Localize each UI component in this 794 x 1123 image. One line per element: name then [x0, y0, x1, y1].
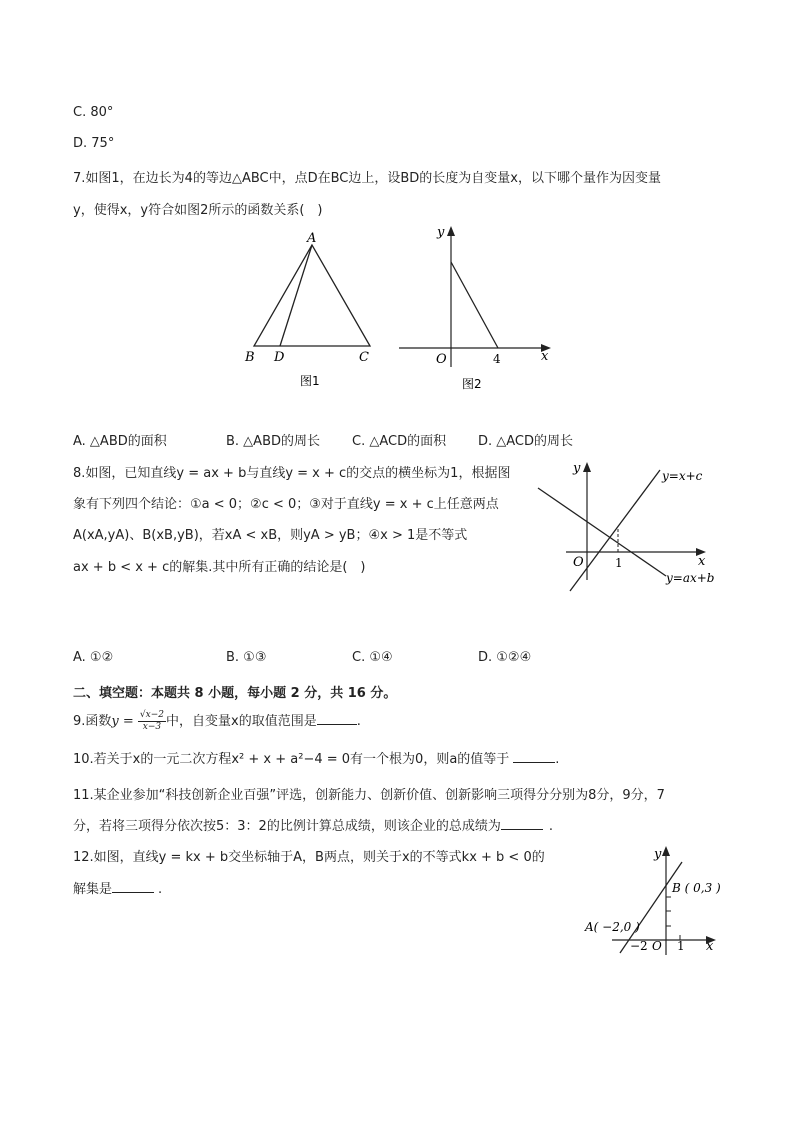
fig2-caption: 图2: [462, 377, 482, 391]
q7-figure1: [238, 228, 388, 393]
q11-stem-line2: [73, 815, 553, 834]
q8-stem-line4: ax + b < x + c的解集.其中所有正确的结论是( ): [73, 560, 366, 575]
q8-stem-line2: 象有下列四个结论：①a < 0；②c < 0；③对于直线y = x + c上任意两点: [73, 497, 499, 512]
q10-text: 10.若关于x的一元二次方程x² + x + a²−4 = 0有一个根为0，则a的值等于: [73, 752, 510, 767]
q7-stem-line1: 7.如图1，在边长为4的等边△ABC中，点D在BC边上，设BD的长度为自变量x，以下哪个量作为因变量: [73, 171, 662, 186]
label-one: 1: [677, 939, 685, 953]
label-origin: O: [436, 352, 447, 367]
q12-graph: [582, 840, 722, 960]
line-ax-plus-b: [538, 488, 666, 576]
q11-answer-blank[interactable]: [501, 817, 543, 830]
label-point-b: B ( 0,3 ): [672, 881, 721, 895]
label-y: y: [437, 225, 445, 240]
q8-option-b: B. ①③: [226, 650, 267, 665]
segment-ad: [280, 245, 312, 346]
label-a: A: [307, 231, 317, 246]
label-y-eq-ax-plus-b: y=ax+b: [666, 571, 715, 585]
q9-suffix: 中，自变量x的取值范围是: [166, 714, 317, 729]
q8-option-a: A. ①②: [73, 650, 114, 665]
q9-denominator: x−3: [142, 722, 162, 732]
q8-stem-line3: A(xA,yA)、B(xB,yB)，若xA < xB，则yA > yB；④x > 1是不等式: [73, 528, 468, 543]
q7-option-b: B. △ABD的周长: [226, 434, 321, 449]
q12-line2-text: 解集是: [73, 882, 113, 897]
label-d: D: [274, 350, 285, 365]
label-origin: O: [652, 939, 662, 953]
label-origin: O: [573, 555, 584, 570]
label-y: y: [654, 847, 662, 862]
q9-prefix: 9.函数: [73, 714, 112, 729]
label-point-a: A( −2,0 ): [585, 920, 640, 934]
q12-end: .: [158, 882, 163, 897]
q12-stem-line2: [73, 878, 162, 897]
q9-answer-blank[interactable]: [317, 712, 357, 725]
q6-option-c: C. 80°: [73, 105, 114, 120]
label-y-eq-x-plus-c: y=x+c: [662, 469, 703, 483]
q12-stem-line1: 12.如图，直线y = kx + b交坐标轴于A，B两点，则关于x的不等式kx + b < 0的: [73, 850, 545, 865]
q12-answer-blank[interactable]: [112, 880, 154, 893]
y-arrow: [662, 846, 670, 856]
fig1-caption: 图1: [300, 374, 320, 388]
q6-option-d: D. 75°: [73, 136, 115, 151]
label-x: x: [706, 939, 714, 954]
label-b: B: [245, 350, 255, 365]
y-arrow: [583, 462, 591, 472]
q10-answer-blank[interactable]: [513, 750, 555, 763]
label-x: x: [541, 349, 549, 364]
label-y: y: [573, 461, 581, 476]
q8-stem-line1: 8.如图，已知直线y = ax + b与直线y = x + c的交点的横坐标为1，根据图: [73, 466, 511, 481]
label-c: C: [359, 350, 369, 365]
q8-graph: [532, 456, 732, 596]
label-one: 1: [615, 556, 623, 570]
q11-end: .: [548, 819, 553, 834]
q9-end: .: [356, 714, 361, 729]
y-arrow: [447, 226, 455, 236]
q10-end: .: [555, 752, 560, 767]
triangle-abc: [254, 245, 370, 346]
label-x: x: [698, 554, 706, 569]
label-neg2: −2: [630, 939, 648, 953]
q7-option-d: D. △ACD的周长: [478, 434, 574, 449]
label-four: 4: [493, 352, 501, 366]
q8-option-c: C. ①④: [352, 650, 393, 665]
q8-option-d: D. ①②④: [478, 650, 532, 665]
q7-figure2: [395, 222, 560, 392]
q9-fraction: [138, 710, 166, 733]
section-2-heading: 二、填空题：本题共 8 小题，每小题 2 分，共 16 分。: [73, 686, 397, 701]
q7-option-a: A. △ABD的面积: [73, 434, 167, 449]
function-line: [451, 262, 498, 348]
q7-stem-line2: y，使得x，y符合如图2所示的函数关系( ): [73, 203, 323, 218]
q9-y: y =: [111, 714, 134, 729]
line-x-plus-c: [570, 470, 660, 591]
q10-stem: [73, 748, 559, 767]
q11-stem-line1: 11.某企业参加“科技创新企业百强”评选，创新能力、创新价值、创新影响三项得分分别为8分，9分，7: [73, 788, 665, 803]
q9-stem: [73, 710, 361, 733]
q11-line2-text: 分，若将三项得分依次按5：3：2的比例计算总成绩，则该企业的总成绩为: [73, 819, 501, 834]
q7-option-c: C. △ACD的面积: [352, 434, 447, 449]
q9-numerator: √x−2: [139, 710, 164, 720]
